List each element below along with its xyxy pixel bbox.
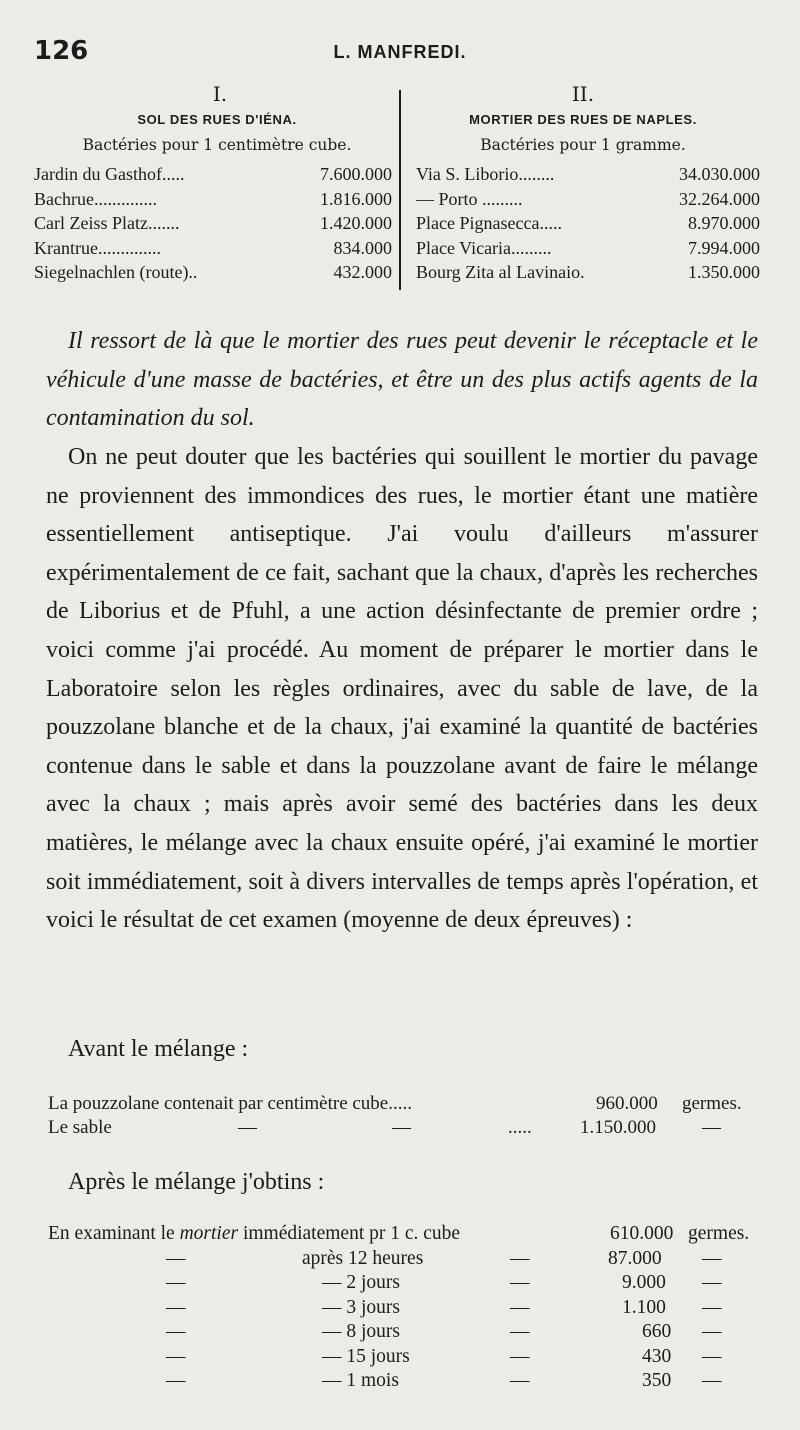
ditto-mark: — xyxy=(510,1296,530,1318)
table-row xyxy=(48,1271,762,1296)
ditto-mark: — xyxy=(166,1321,186,1342)
table-row xyxy=(406,236,760,261)
table-row xyxy=(406,260,760,285)
ditto-mark: — xyxy=(166,1345,186,1367)
table-iena xyxy=(34,80,400,290)
row-unit: — xyxy=(702,1370,722,1391)
ditto-mark: — xyxy=(510,1272,530,1293)
before-mix-table xyxy=(48,1092,762,1140)
row-count: 834.000 xyxy=(333,237,392,258)
ditto-mark: — xyxy=(166,1370,186,1391)
method-paragraph xyxy=(46,438,758,940)
row-interval: — 2 jours xyxy=(322,1272,400,1293)
table-row xyxy=(48,1247,762,1272)
table-row xyxy=(34,260,400,285)
row-place: Via S. Liborio........ xyxy=(416,164,555,184)
row-count: 350 xyxy=(642,1370,672,1391)
paragraph-text: On ne peut douter que les bactéries qui souillent le mortier du pavage ne proviennent des immondices des rues, le mortier étant une matière essentiellement antiseptique. J'ai voulu d'ailleurs m'assurer expérimentalement de ce fait, sachant que la chaux, d'après les recherches de Liborius et de Pfuhl, a une action désinfectante de premier ordre ; voici comme j'ai procédé. Au moment de préparer le mortier dans le Laboratoire selon les règles ordinaires, avec du sable de lave, de la pouzzolane blanche et de la chaux, j'ai examiné la quantité de bactéries contenue dans le sable et dans la pouzzolane avant de faire le mélange avec la chaux ; mais après avoir semé des bactéries dans les deux matières, le mélange avec la chaux ensuite opéré, j'ai examiné le mortier soit immédiatement, soit à divers intervalles de temps après l'opération, et voici le résultat de cet examen (moyenne de deux épreuves) : xyxy=(46,444,758,934)
row-interval: — 1 mois xyxy=(322,1370,399,1391)
after-heading xyxy=(46,1163,758,1202)
table-row xyxy=(34,162,400,187)
table-naples xyxy=(406,80,760,290)
paragraph-text: Il ressort de là que le mortier des rues peut devenir le réceptacle et le véhicule d'une masse de bactéries, et être un des plus actifs agents de la contamination du sol. xyxy=(46,328,758,432)
after-mix-table xyxy=(48,1222,762,1394)
table-subtitle: Bactéries pour 1 gramme. xyxy=(480,136,686,154)
running-head xyxy=(34,36,766,68)
table-row xyxy=(406,211,760,236)
table-row xyxy=(34,236,400,261)
row-unit: — xyxy=(702,1272,722,1293)
running-head-author: L. MANFREDI. xyxy=(333,42,467,62)
row-label: La pouzzolane contenait par centimètre cube..... xyxy=(48,1093,412,1114)
row-unit: — xyxy=(702,1345,722,1367)
table-row xyxy=(406,187,760,212)
row-label: En examinant le mortier immédiatement pr 1 c. cube xyxy=(48,1223,461,1244)
row-place: — Porto ......... xyxy=(416,188,523,209)
table-title: MORTIER DES RUES DE NAPLES. xyxy=(469,112,697,127)
row-place: Place Pignasecca..... xyxy=(416,213,562,233)
row-interval: — 15 jours xyxy=(322,1345,410,1367)
table-row xyxy=(48,1296,762,1321)
paragraph-text: Après le mélange j'obtins : xyxy=(68,1169,325,1195)
ditto-mark: — xyxy=(510,1345,530,1367)
bacteria-tables xyxy=(34,80,760,290)
row-unit: — xyxy=(702,1321,722,1342)
ditto-mark: — xyxy=(166,1272,186,1293)
row-count: 34.030.000 xyxy=(679,164,760,184)
row-count: 660 xyxy=(642,1321,672,1342)
row-count: 8.970.000 xyxy=(688,213,760,233)
ditto-mark: — xyxy=(510,1247,530,1269)
row-place: Bourg Zita al Lavinaio. xyxy=(416,262,585,282)
table-numeral: II. xyxy=(571,82,595,106)
table-row xyxy=(48,1320,762,1345)
row-count: 1.150.000 xyxy=(580,1117,656,1138)
ditto-mark: — xyxy=(238,1117,257,1138)
column-divider xyxy=(399,90,401,290)
row-count: 960.000 xyxy=(596,1093,658,1114)
page-number: 126 xyxy=(34,36,89,66)
ditto-mark: — xyxy=(510,1370,530,1391)
table-row xyxy=(48,1369,762,1394)
table-row xyxy=(406,162,760,187)
row-count: 7.994.000 xyxy=(688,237,760,258)
row-count: 610.000 xyxy=(610,1223,674,1244)
table-row xyxy=(48,1222,762,1247)
row-count: 7.600.000 xyxy=(320,164,392,184)
row-count: 1.100 xyxy=(622,1296,666,1318)
row-unit: — xyxy=(702,1296,722,1318)
row-place: Bachrue.............. xyxy=(34,188,157,209)
row-count: 87.000 xyxy=(608,1247,662,1269)
ditto-mark: — xyxy=(166,1247,186,1269)
row-count: 1.420.000 xyxy=(320,213,392,233)
leader-dots: ..... xyxy=(508,1117,532,1138)
row-count: 1.350.000 xyxy=(688,262,760,282)
row-place: Jardin du Gasthof..... xyxy=(34,164,185,184)
row-count: 32.264.000 xyxy=(679,188,760,209)
row-place: Place Vicaria......... xyxy=(416,237,552,258)
ditto-mark: — xyxy=(510,1321,530,1342)
row-interval: — 3 jours xyxy=(322,1296,400,1318)
row-place: Krantrue.............. xyxy=(34,237,161,258)
table-numeral: I. xyxy=(212,82,228,106)
row-count: 1.816.000 xyxy=(320,188,392,209)
ditto-mark: — xyxy=(166,1296,186,1318)
row-unit: — xyxy=(702,1247,722,1269)
table-title: SOL DES RUES D'IÉNA. xyxy=(137,112,297,127)
row-place: Carl Zeiss Platz....... xyxy=(34,213,180,233)
row-count: 430 xyxy=(642,1345,672,1367)
row-count: 9.000 xyxy=(622,1272,666,1293)
row-label: Le sable xyxy=(48,1117,112,1138)
conclusion-paragraph xyxy=(46,322,758,438)
table-row xyxy=(34,187,400,212)
row-place: Siegelnachlen (route).. xyxy=(34,262,198,282)
row-unit: — xyxy=(702,1117,721,1138)
table-row xyxy=(48,1092,762,1116)
paragraph-text: Avant le mélange : xyxy=(68,1036,249,1062)
row-interval: après 12 heures xyxy=(302,1247,424,1269)
row-interval: — 8 jours xyxy=(322,1321,400,1342)
before-heading xyxy=(46,1030,758,1069)
table-subtitle: Bactéries pour 1 centimètre cube. xyxy=(82,136,352,154)
table-row xyxy=(48,1116,762,1140)
table-row xyxy=(48,1345,762,1370)
row-unit: germes. xyxy=(682,1093,742,1114)
row-unit: germes. xyxy=(688,1223,750,1244)
ditto-mark: — xyxy=(392,1117,411,1138)
row-count: 432.000 xyxy=(333,262,392,282)
table-row xyxy=(34,211,400,236)
